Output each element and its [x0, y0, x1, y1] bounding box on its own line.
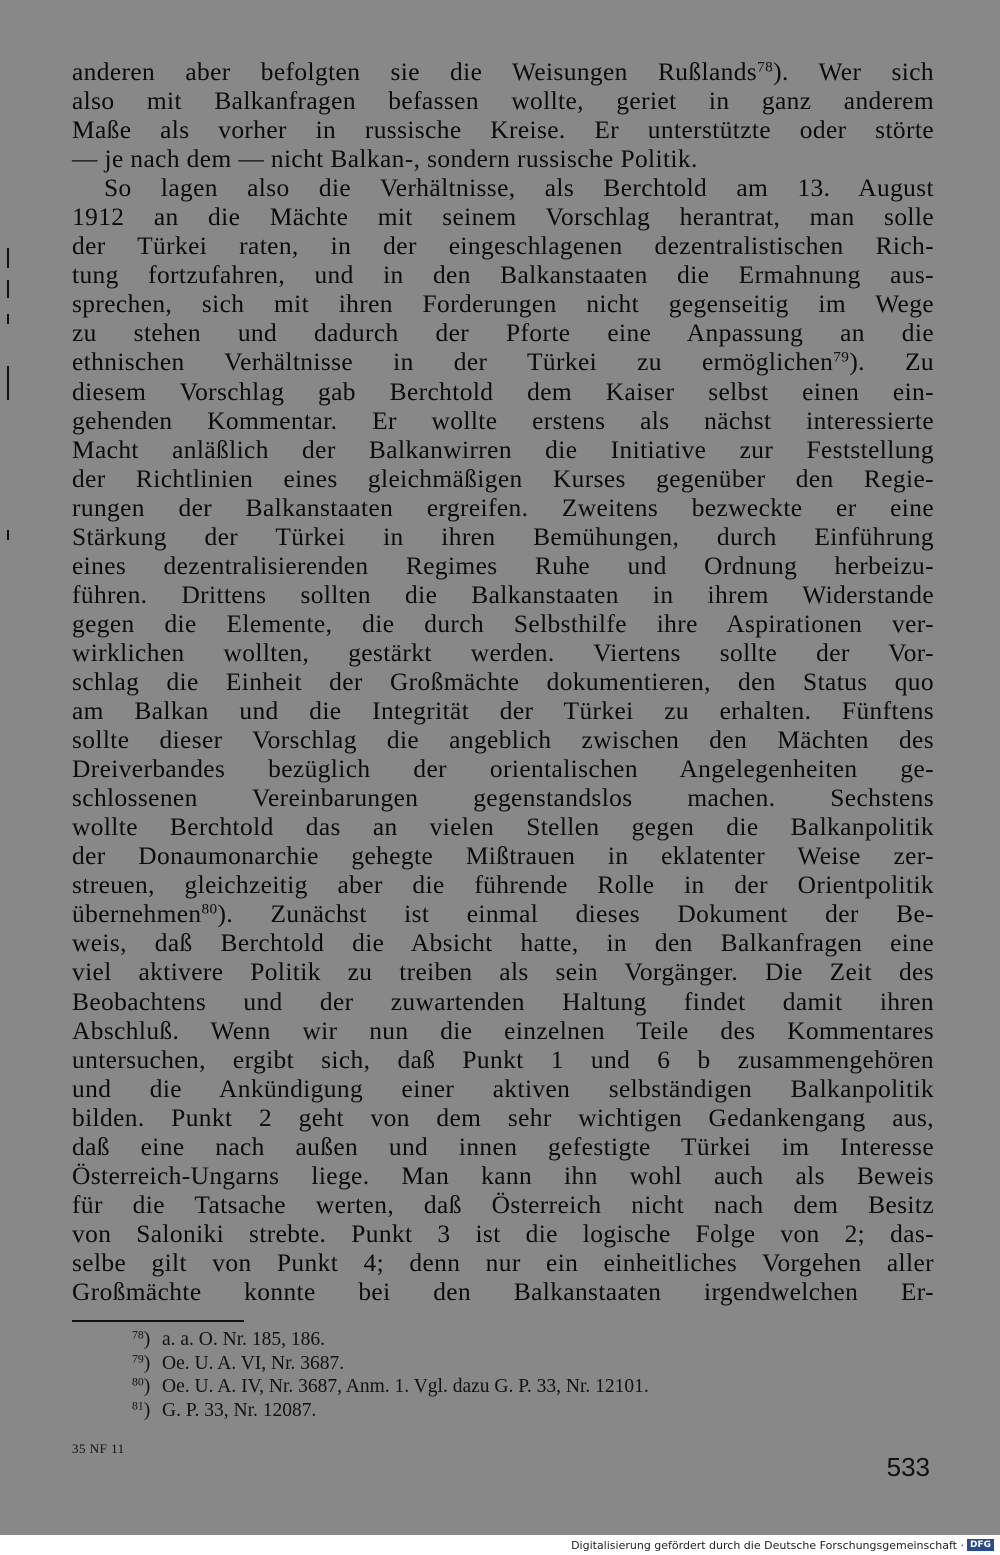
text-line-content: Stärkung der Türkei in ihren Bemühungen, durch Einführung — [72, 522, 934, 551]
text-line-content: So lagen also die Verhältnisse, als Berchtold am 13. August — [104, 174, 934, 203]
text-line — [72, 726, 934, 755]
footnote — [132, 1352, 932, 1376]
text-line — [72, 465, 934, 494]
text-line-content: eines dezentralisierenden Regimes Ruhe und Ordnung herbeizu- — [72, 551, 934, 580]
text-line — [72, 116, 934, 145]
footnotes — [132, 1328, 932, 1422]
footnote-number: 78 — [132, 1328, 144, 1342]
text-line — [72, 1017, 934, 1046]
text-line — [72, 929, 934, 958]
text-line-content: Abschluß. Wenn wir nun die einzelnen Teile des Kommentares — [72, 1016, 934, 1045]
footnote-mark: $^{79}$) — [132, 1352, 151, 1374]
text-line — [72, 348, 934, 377]
text-line — [72, 871, 934, 900]
footnote-number: 79 — [132, 1352, 144, 1366]
text-line — [72, 668, 934, 697]
text-line-content: untersuchen, ergibt sich, daß Punkt 1 und 6 b zusammengehören — [72, 1045, 934, 1074]
text-line-content: wollte Berchtold das an vielen Stellen gegen die Balkanpolitik — [72, 813, 934, 842]
text-line-content: 1912 an die Mächte mit seinem Vorschlag herantrat, man solle — [72, 203, 934, 232]
text-line-content: anderen aber befolgten sie die Weisungen Rußlands — [72, 58, 758, 86]
text-line-content: Großmächte konnte bei den Balkanstaaten irgendwelchen Er- — [72, 1277, 934, 1306]
footnote-text: G. P. 33, Nr. 12087. — [162, 1399, 317, 1421]
text-line — [72, 610, 934, 639]
text-line — [72, 174, 934, 203]
footnote-text: Oe. U. A. IV, Nr. 3687, Anm. 1. Vgl. dazu G. P. 33, Nr. 12101. — [162, 1376, 649, 1397]
text-line-content: sprechen, sich mit ihren Forderungen nicht gegenseitig im Wege — [72, 290, 934, 319]
footnote — [132, 1375, 932, 1399]
printer-signature: 35 NF 11 — [72, 1441, 125, 1456]
page-number: 533 — [886, 1452, 930, 1482]
text-line-content: führen. Drittens sollten die Balkanstaaten in ihrem Widerstande — [72, 580, 934, 609]
text-line — [72, 1220, 934, 1249]
text-line — [72, 436, 934, 465]
text-line-content: der Richtlinien eines gleichmäßigen Kurses gegenüber den Regie- — [72, 464, 934, 493]
text-line-content: schlag die Einheit der Großmächte dokumentieren, den Status quo — [72, 667, 934, 696]
text-line — [72, 697, 934, 726]
footnote-mark: $^{78}$) — [132, 1328, 151, 1350]
text-line — [72, 494, 934, 523]
text-line-content: Maße als vorher in russische Kreise. Er unterstützte oder störte — [72, 116, 934, 145]
margin-mark — [7, 314, 9, 324]
text-line-content: rungen der Balkanstaaten ergreifen. Zweitens bezweckte er eine — [72, 493, 934, 522]
text-line-content: und die Ankündigung einer aktiven selbständigen Balkanpolitik — [72, 1074, 934, 1103]
text-line — [72, 755, 934, 784]
text-line-content: weis, daß Berchtold die Absicht hatte, in den Balkanfragen eine — [72, 929, 934, 958]
footnote-reference: 79 — [833, 349, 850, 367]
text-line-content: am Balkan und die Integrität der Türkei zu erhalten. Fünftens — [72, 697, 934, 726]
footnote-reference: 80 — [201, 900, 218, 918]
text-line — [72, 1278, 934, 1307]
text-line-content: viel aktivere Politik zu treiben als sein Vorgänger. Die Zeit des — [72, 958, 934, 987]
text-line-tail: ). Zu — [849, 348, 935, 377]
margin-mark — [7, 280, 9, 298]
text-line — [72, 900, 934, 929]
text-line-content: von Saloniki strebte. Punkt 3 ist die logische Folge von 2; das- — [72, 1219, 934, 1248]
text-line-content: der Türkei raten, in der eingeschlagenen dezentralistischen Rich- — [72, 232, 934, 261]
text-line — [72, 145, 934, 174]
text-line-content: — je nach dem — nicht Balkan-, sondern russische Politik. — [72, 145, 698, 174]
footnote — [132, 1328, 932, 1352]
footnote-rule — [72, 1320, 244, 1322]
text-line — [72, 203, 934, 232]
text-line-tail: ). Zunächst ist einmal dieses Dokument der Be- — [217, 900, 934, 929]
footnote-number: 80 — [132, 1375, 144, 1389]
text-line — [72, 639, 934, 668]
text-line — [72, 232, 934, 261]
text-line — [72, 58, 934, 87]
text-line-content: tung fortzufahren, und in den Balkanstaaten die Ermahnung aus- — [72, 261, 934, 290]
digitization-footer — [0, 1535, 1000, 1555]
text-line-content: streuen, gleichzeitig aber die führende Rolle in der Orientpolitik — [72, 871, 934, 900]
text-line-content: wirklichen wollten, gestärkt werden. Viertens sollte der Vor- — [72, 638, 934, 667]
dfg-logo: DFG — [967, 1539, 994, 1551]
text-line — [72, 842, 934, 871]
text-line — [72, 407, 934, 436]
text-line-content: also mit Balkanfragen befassen wollte, geriet in ganz anderem — [72, 87, 934, 116]
text-line — [72, 261, 934, 290]
text-line — [72, 958, 934, 987]
margin-mark — [7, 248, 9, 268]
text-line-content: schlossenen Vereinbarungen gegenstandslos machen. Sechstens — [72, 784, 934, 813]
footnote-mark: $^{80}$) — [132, 1375, 151, 1397]
text-line — [72, 581, 934, 610]
text-line-content: Macht anläßlich der Balkanwirren die Initiative zur Feststellung — [72, 435, 934, 464]
text-line — [72, 988, 934, 1017]
text-line-content: bilden. Punkt 2 geht von dem sehr wichtigen Gedankengang aus, — [72, 1103, 934, 1132]
text-line — [72, 813, 934, 842]
text-line — [72, 1075, 934, 1104]
body-text — [72, 58, 934, 1307]
text-line — [72, 1162, 934, 1191]
text-line — [72, 784, 934, 813]
margin-mark — [7, 366, 9, 400]
text-line-content: für die Tatsache werten, daß Österreich nicht nach dem Besitz — [72, 1190, 934, 1219]
text-line-content: sollte dieser Vorschlag die angeblich zwischen den Mächten des — [72, 726, 934, 755]
text-line-content: übernehmen — [72, 900, 202, 929]
text-line — [72, 552, 934, 581]
text-line — [72, 1249, 934, 1278]
footnote-text: a. a. O. Nr. 185, 186. — [162, 1329, 326, 1350]
footnote-number: 81 — [132, 1399, 144, 1413]
text-line — [72, 87, 934, 116]
footnote-text: Oe. U. A. VI, Nr. 3687. — [162, 1352, 345, 1374]
margin-mark — [7, 530, 9, 540]
footnote-reference: 78 — [757, 58, 774, 76]
text-line-content: selbe gilt von Punkt 4; denn nur ein einheitliches Vorgehen aller — [72, 1248, 934, 1277]
text-line-content: gehenden Kommentar. Er wollte erstens als nächst interessierte — [72, 406, 934, 435]
text-line-content: daß eine nach außen und innen gefestigte Türkei im Interesse — [72, 1132, 934, 1161]
footnote — [132, 1399, 932, 1423]
text-line — [72, 319, 934, 348]
text-line-content: Österreich-Ungarns liege. Man kann ihn wohl auch als Beweis — [72, 1161, 934, 1190]
text-line-content: zu stehen und dadurch der Pforte eine Anpassung an die — [72, 319, 934, 348]
text-line — [72, 290, 934, 319]
text-line — [72, 1133, 934, 1162]
text-line-content: Beobachtens und der zuwartenden Haltung findet damit ihren — [72, 987, 934, 1016]
text-line-content: ethnischen Verhältnisse in der Türkei zu ermöglichen — [72, 348, 834, 377]
text-line-content: der Donaumonarchie gehegte Mißtrauen in eklatenter Weise zer- — [72, 842, 934, 871]
text-line — [72, 378, 934, 407]
text-line-tail: ). Wer sich — [773, 58, 935, 86]
text-line — [72, 523, 934, 552]
text-line-content: gegen die Elemente, die durch Selbsthilfe ihre Aspirationen ver- — [72, 609, 934, 638]
footnote-mark: $^{81}$) — [132, 1399, 151, 1421]
text-line-content: Dreiverbandes bezüglich der orientalischen Angelegenheiten ge- — [72, 755, 934, 784]
text-line-content: diesem Vorschlag gab Berchtold dem Kaiser selbst einen ein- — [72, 377, 934, 406]
footer-text: Digitalisierung gefördert durch die Deutsche Forschungsgemeinschaft · — [571, 1538, 964, 1552]
text-line — [72, 1104, 934, 1133]
text-line — [72, 1191, 934, 1220]
text-line — [72, 1046, 934, 1075]
